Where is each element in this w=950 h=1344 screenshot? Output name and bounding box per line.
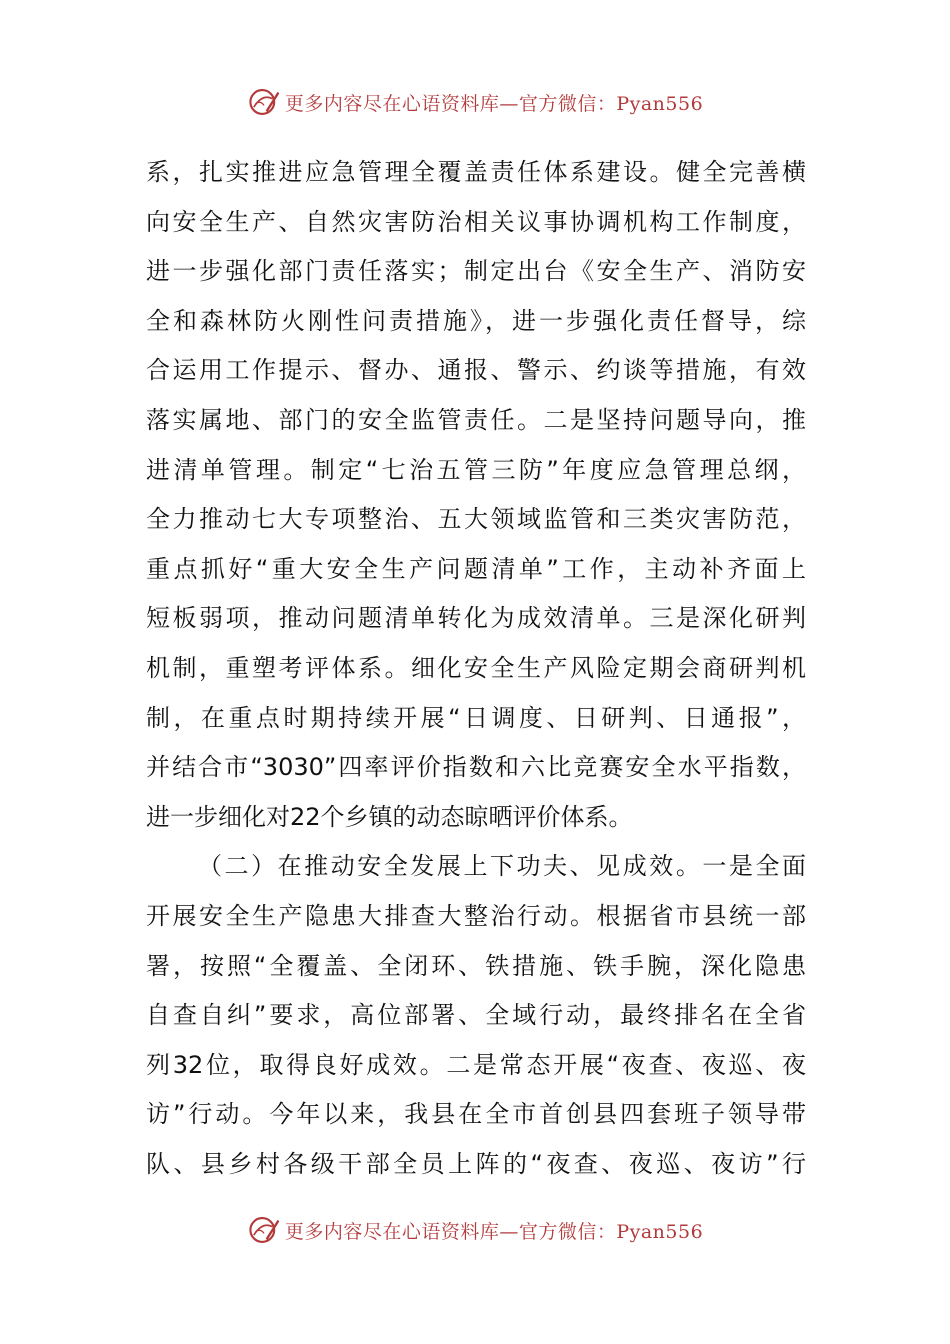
watermark-header	[0, 82, 950, 122]
text-line: 开展安全生产隐患大排查大整治行动。根据省市县统一部	[146, 901, 806, 930]
text-line: 系，扎实推进应急管理全覆盖责任体系建设。健全完善横	[146, 158, 806, 186]
text-line: 进一步强化部门责任落实；制定出台《安全生产、消防安	[146, 257, 806, 286]
pen-logo-icon	[247, 1213, 281, 1247]
paragraph-2	[146, 842, 806, 1189]
text-line: 访”行动。今年以来，我县在全市首创县四套班子领导带	[146, 1100, 806, 1129]
text-line: （二）在推动安全发展上下功夫、见成效。一是全面	[198, 852, 806, 881]
text-line: 署，按照“全覆盖、全闭环、铁措施、铁手腕，深化隐患	[146, 951, 806, 980]
text-line: 并结合市“3030”四率评价指数和六比竞赛安全水平指数，	[146, 753, 806, 782]
text-line: 向安全生产、自然灾害防治相关议事协调机构工作制度，	[146, 207, 806, 236]
document-body	[146, 148, 806, 1189]
text-line: 列32位，取得良好成效。二是常态开展“夜查、夜巡、夜	[146, 1050, 806, 1079]
text-line: 落实属地、部门的安全监管责任。二是坚持问题导向，推	[146, 405, 806, 434]
text-line: 自查自纠”要求，高位部署、全域行动，最终排名在全省	[146, 1001, 806, 1030]
text-line: 机制，重塑考评体系。细化安全生产风险定期会商研判机	[146, 653, 806, 682]
text-line: 全和森林防火刚性问责措施》，进一步强化责任督导，综	[146, 306, 806, 335]
text-line: 进清单管理。制定“七治五管三防”年度应急管理总纲，	[146, 455, 806, 484]
watermark-text: 更多内容尽在心语资料库—官方微信：Pyan556	[284, 92, 704, 115]
text-line: 重点抓好“重大安全生产问题清单”工作，主动补齐面上	[146, 554, 806, 583]
text-line: 进一步细化对22个乡镇的动态晾晒评价体系。	[146, 802, 633, 831]
watermark-text: 更多内容尽在心语资料库—官方微信：Pyan556	[284, 1220, 704, 1243]
text-line: 短板弱项，推动问题清单转化为成效清单。三是深化研判	[146, 604, 806, 633]
text-line: 制，在重点时期持续开展“日调度、日研判、日通报”，	[146, 703, 806, 732]
pen-logo-icon	[247, 85, 281, 119]
paragraph-1	[146, 148, 806, 842]
text-line: 全力推动七大专项整治、五大领域监管和三类灾害防范，	[146, 505, 806, 534]
text-line: 队、县乡村各级干部全员上阵的“夜查、夜巡、夜访”行	[146, 1149, 806, 1178]
text-line: 合运用工作提示、督办、通报、警示、约谈等措施，有效	[146, 356, 806, 385]
watermark-footer	[0, 1210, 950, 1250]
